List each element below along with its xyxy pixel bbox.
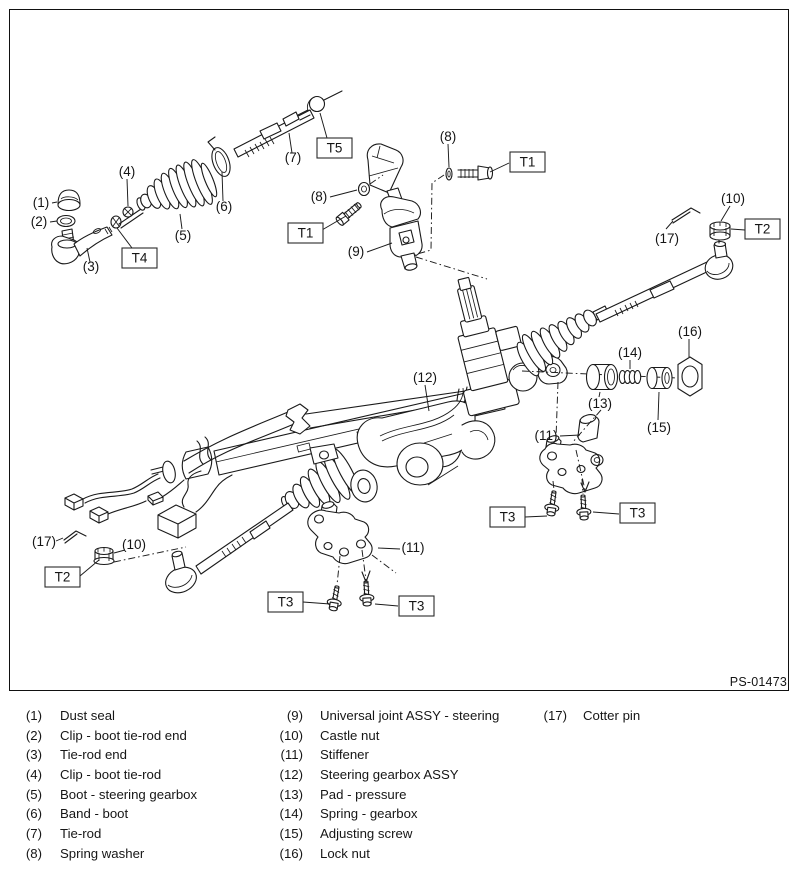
part-label-8-top: (8) bbox=[439, 129, 457, 144]
legend-item bbox=[277, 726, 499, 746]
legend-item-number: (15) bbox=[279, 826, 303, 842]
upper-right-cotter-pin bbox=[672, 208, 700, 223]
legend-item-label: Steering gearbox ASSY bbox=[320, 767, 459, 783]
boot-exploded bbox=[135, 158, 219, 212]
legend-item-number: (7) bbox=[25, 826, 42, 842]
tie-rod-upper-right bbox=[596, 238, 736, 322]
legend-item-number: (2) bbox=[25, 727, 42, 743]
legend-item-label: Clip - boot tie-rod end bbox=[60, 727, 187, 743]
legend-column-1 bbox=[18, 706, 197, 864]
torque-box-T3-mid-left bbox=[490, 507, 525, 527]
legend-item-number: (3) bbox=[25, 747, 42, 763]
legend-item-number: (16) bbox=[279, 845, 303, 861]
legend-item-number: (10) bbox=[279, 727, 303, 743]
legend-item-label: Tie-rod end bbox=[60, 747, 127, 763]
part-label-14: (14) bbox=[617, 345, 643, 360]
part-label-1: (1) bbox=[32, 195, 50, 210]
legend-item bbox=[277, 785, 499, 805]
legend-item-label: Universal joint ASSY - steering bbox=[320, 708, 500, 723]
legend-item bbox=[18, 706, 197, 726]
part-label-17-left: (17) bbox=[31, 534, 57, 549]
figure-code: PS-01473 bbox=[729, 675, 787, 689]
svg-text:T3: T3 bbox=[408, 598, 425, 614]
legend-item bbox=[539, 706, 640, 726]
legend-item-number: (4) bbox=[25, 767, 42, 783]
part-label-11-right: (11) bbox=[534, 428, 558, 443]
legend-column-2 bbox=[277, 706, 499, 864]
part-label-11-left: (11) bbox=[401, 540, 425, 555]
legend-item-label: Castle nut bbox=[320, 727, 380, 743]
legend-item bbox=[277, 706, 499, 726]
legend-item bbox=[18, 824, 197, 844]
svg-text:T3: T3 bbox=[277, 594, 294, 610]
svg-text:T2: T2 bbox=[54, 569, 71, 585]
boot-band-exploded bbox=[208, 137, 234, 179]
part-label-17-right: (17) bbox=[654, 231, 680, 246]
part-label-13: (13) bbox=[587, 396, 613, 411]
legend-column-3 bbox=[539, 706, 640, 726]
legend-item-label: Clip - boot tie-rod bbox=[60, 767, 162, 783]
pressure-pad bbox=[587, 365, 618, 390]
torque-box-T5 bbox=[317, 138, 352, 158]
wiring-harness bbox=[65, 471, 232, 538]
legend-item-label: Band - boot bbox=[60, 806, 129, 822]
legend-item-number: (11) bbox=[280, 747, 303, 763]
legend-item-label: Pad - pressure bbox=[320, 786, 407, 802]
legend-item-label: Spring washer bbox=[60, 845, 145, 861]
legend-item-label: Boot - steering gearbox bbox=[60, 786, 198, 802]
torque-box-T1-left bbox=[288, 223, 323, 243]
legend-item-number: (17) bbox=[543, 708, 567, 723]
part-label-4: (4) bbox=[118, 164, 136, 179]
lock-nut bbox=[678, 357, 702, 396]
legend-item-number: (1) bbox=[25, 708, 42, 723]
lower-left-cotter-pin bbox=[64, 531, 86, 543]
legend-item bbox=[18, 804, 197, 824]
legend-item-label: Cotter pin bbox=[583, 708, 641, 723]
part-label-10-right: (10) bbox=[720, 191, 746, 206]
torque-box-T3-bottom-left bbox=[268, 592, 303, 612]
part-label-16: (16) bbox=[677, 324, 703, 339]
legend-item-number: (6) bbox=[25, 806, 42, 822]
svg-text:T1: T1 bbox=[519, 154, 536, 170]
torque-box-T3-bottom-right bbox=[399, 596, 434, 616]
part-label-15: (15) bbox=[646, 420, 672, 435]
legend-item bbox=[18, 745, 197, 765]
legend-item-label: Spring - gearbox bbox=[320, 806, 418, 822]
part-label-8-left: (8) bbox=[310, 189, 328, 204]
svg-text:T1: T1 bbox=[297, 225, 314, 241]
legend-item bbox=[277, 844, 499, 864]
legend-item-number: (14) bbox=[279, 806, 303, 822]
legend-item-label: Adjusting screw bbox=[320, 826, 413, 842]
upper-right-castle-nut bbox=[710, 222, 730, 240]
legend-item-number: (5) bbox=[25, 786, 42, 802]
legend-item-label: Tie-rod bbox=[60, 826, 102, 842]
stiffener-right bbox=[540, 435, 603, 494]
legend-item bbox=[277, 824, 499, 844]
legend-item-number: (8) bbox=[25, 845, 42, 861]
legend-item bbox=[277, 804, 499, 824]
svg-text:T5: T5 bbox=[326, 140, 343, 156]
legend-item-number: (9) bbox=[286, 708, 303, 723]
legend-item bbox=[277, 745, 499, 765]
torque-box-T3-mid-right bbox=[620, 503, 655, 523]
legend-item bbox=[277, 765, 499, 785]
legend-item bbox=[18, 844, 197, 864]
legend-item-label: Dust seal bbox=[60, 708, 115, 723]
part-label-3: (3) bbox=[82, 259, 100, 274]
adjusting-screw bbox=[647, 368, 672, 389]
legend-item-label: Lock nut bbox=[320, 845, 370, 861]
legend-item bbox=[18, 726, 197, 746]
part-label-5: (5) bbox=[174, 228, 192, 243]
legend-item-number: (13) bbox=[279, 786, 303, 802]
gearbox-spring bbox=[619, 371, 640, 384]
torque-box-T2-right bbox=[745, 219, 780, 239]
part-label-6: (6) bbox=[215, 199, 233, 214]
part-label-2: (2) bbox=[30, 214, 48, 229]
part-label-12: (12) bbox=[412, 370, 438, 385]
svg-text:T4: T4 bbox=[131, 250, 148, 266]
torque-box-T2-left bbox=[45, 567, 80, 587]
svg-text:T3: T3 bbox=[629, 505, 646, 521]
torque-box-T1-upper bbox=[510, 152, 545, 172]
joint-bolt-upper bbox=[446, 166, 493, 180]
svg-text:T3: T3 bbox=[499, 509, 516, 525]
legend-item-label: Stiffener bbox=[320, 747, 369, 763]
universal-joint bbox=[367, 144, 422, 271]
part-label-7: (7) bbox=[284, 150, 302, 165]
legend-item bbox=[18, 765, 197, 785]
legend-item-number: (12) bbox=[279, 767, 303, 783]
svg-text:T2: T2 bbox=[754, 221, 771, 237]
part-label-10-left: (10) bbox=[121, 537, 147, 552]
torque-box-T4 bbox=[122, 248, 157, 268]
part-label-9: (9) bbox=[347, 244, 365, 259]
legend-item bbox=[18, 785, 197, 805]
